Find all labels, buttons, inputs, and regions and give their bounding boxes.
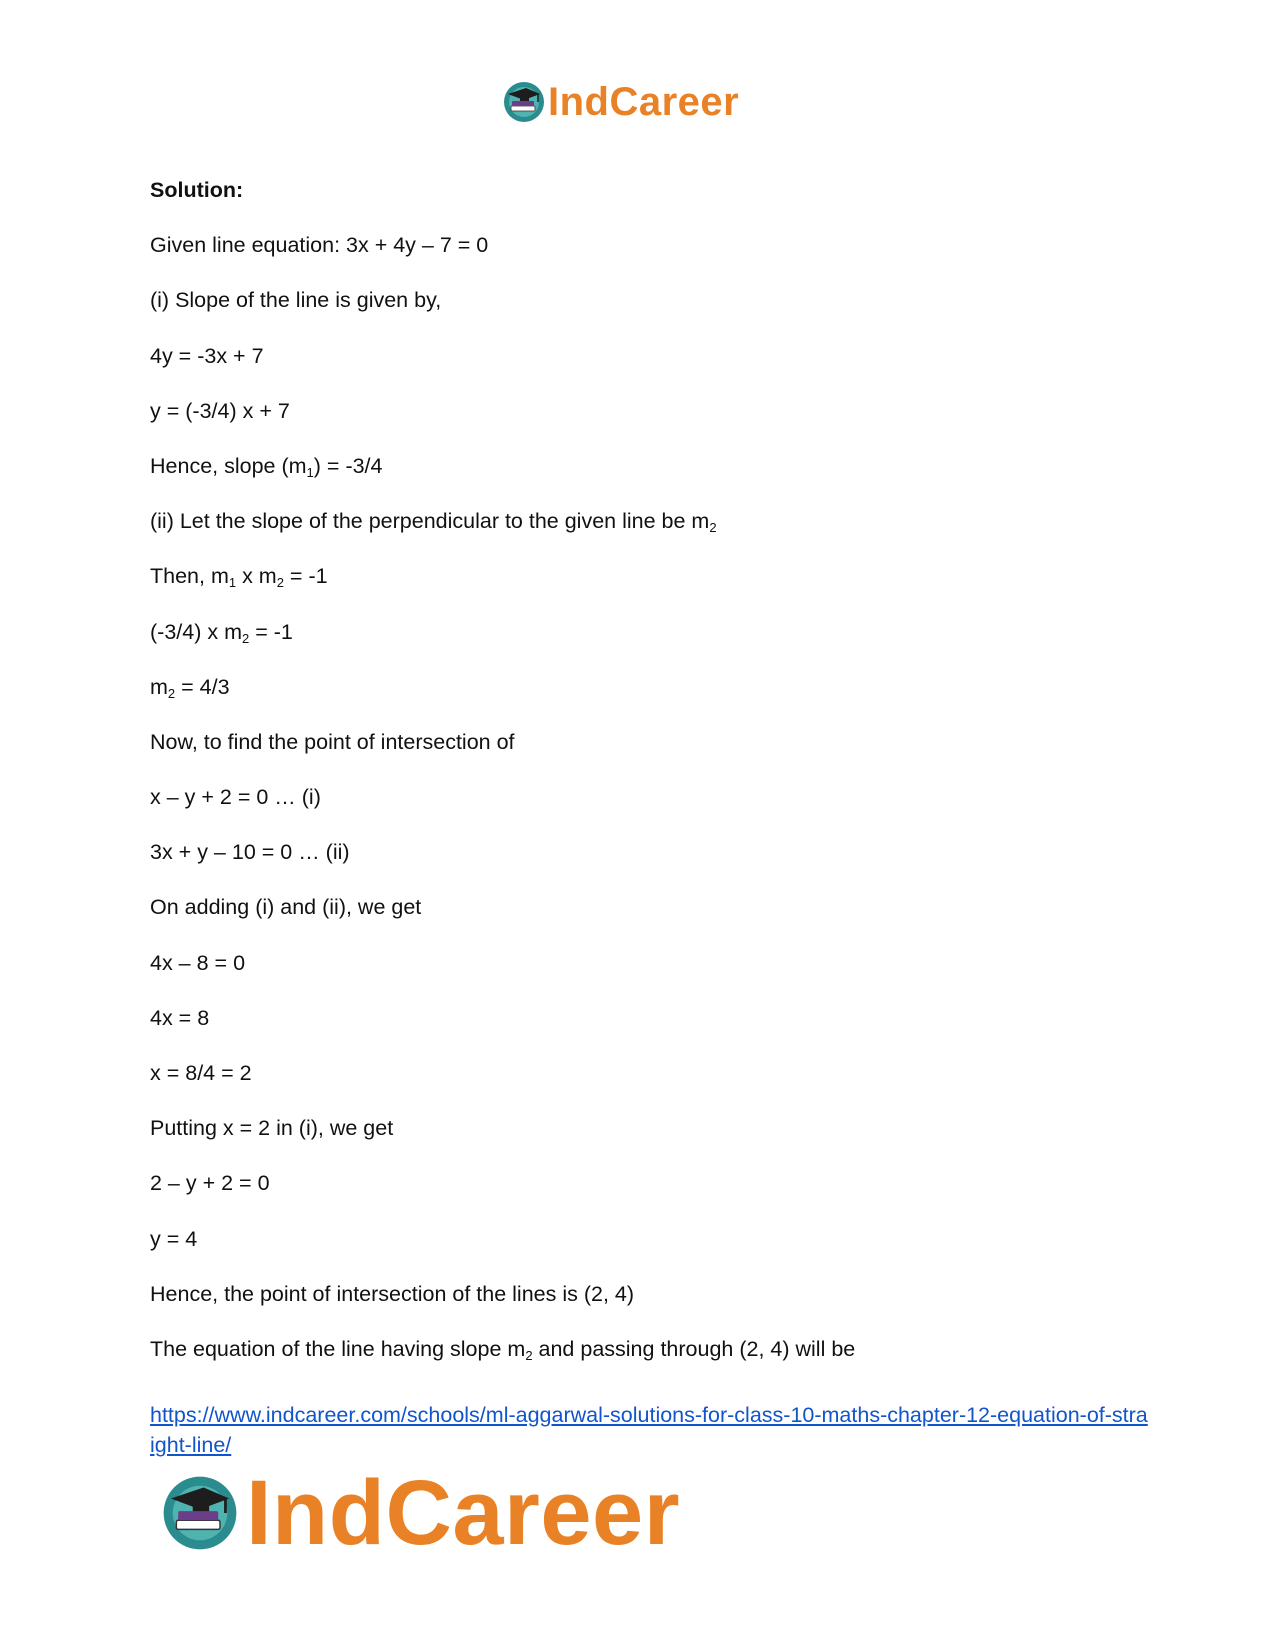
solution-line	[150, 396, 1150, 451]
line-text: The equation of the line having slope m	[150, 1336, 526, 1361]
line-text: Hence, slope (m	[150, 453, 307, 478]
line-text: Then, m	[150, 564, 229, 589]
footer-logo	[160, 1461, 680, 1564]
solution-line	[150, 285, 1150, 340]
solution-body	[150, 175, 1150, 1389]
line-text: 4x – 8 = 0	[150, 950, 246, 975]
line-text: Putting x = 2 in (i), we get	[150, 1116, 394, 1141]
solution-line	[150, 782, 1150, 837]
line-text: 4y = -3x + 7	[150, 343, 264, 368]
solution-line	[150, 341, 1150, 396]
line-text: 3x + y – 10 = 0 … (ii)	[150, 840, 350, 865]
subscript: 2	[276, 575, 284, 591]
line-text: x m	[236, 564, 277, 589]
line-text: (i) Slope of the line is given by,	[150, 288, 442, 313]
graduation-cap-books-icon	[160, 1473, 240, 1553]
solution-line	[150, 1224, 1150, 1279]
solution-lines	[150, 230, 1150, 1389]
line-text: y = 4	[150, 1226, 198, 1251]
subscript: 2	[525, 1347, 533, 1363]
line-text: = -1	[249, 619, 293, 644]
subscript: 2	[167, 685, 176, 701]
solution-line	[150, 506, 1150, 561]
solution-line	[150, 672, 1150, 727]
subscript: 1	[306, 464, 314, 480]
line-text: (ii) Let the slope of the perpendicular to the given line be m	[150, 509, 710, 534]
solution-line	[150, 1168, 1150, 1223]
line-text: Given line equation: 3x + 4y – 7 = 0	[150, 233, 489, 258]
line-text: Hence, the point of intersection of the lines is (2, 4)	[150, 1281, 635, 1306]
solution-heading: Solution:	[150, 178, 244, 202]
subscript: 2	[241, 630, 250, 646]
solution-line	[150, 561, 1150, 616]
solution-line	[150, 837, 1150, 892]
solution-line	[150, 1113, 1150, 1168]
line-text: ) = -3/4	[313, 453, 383, 478]
line-text: 4x = 8	[150, 1005, 210, 1030]
solution-line	[150, 451, 1150, 506]
solution-line	[150, 1003, 1150, 1058]
line-text: x – y + 2 = 0 … (i)	[150, 785, 321, 810]
line-text: Now, to find the point of intersection of	[150, 729, 515, 754]
header-logo-text: IndCareer	[548, 79, 740, 124]
solution-line	[150, 230, 1150, 285]
solution-line	[150, 1058, 1150, 1113]
line-text: y = (-3/4) x + 7	[150, 398, 290, 423]
footer-logo-text: IndCareer	[246, 1461, 680, 1564]
subscript: 1	[228, 575, 237, 591]
graduation-cap-books-icon	[502, 80, 546, 124]
line-text: 2 – y + 2 = 0	[150, 1171, 270, 1196]
solution-line	[150, 1334, 1150, 1389]
solution-line	[150, 727, 1150, 782]
line-text: (-3/4) x m	[150, 619, 242, 644]
line-text: = -1	[283, 564, 328, 589]
solution-line	[150, 617, 1150, 672]
line-text: and passing through (2, 4) will be	[532, 1336, 856, 1361]
line-text: m	[150, 674, 168, 699]
line-text: On adding (i) and (ii), we get	[150, 895, 422, 920]
solution-line	[150, 1279, 1150, 1334]
line-text: = 4/3	[175, 674, 230, 699]
line-text: x = 8/4 = 2	[150, 1061, 252, 1085]
solution-line	[150, 892, 1150, 947]
solution-line	[150, 948, 1150, 1003]
subscript: 2	[709, 520, 717, 536]
header-logo	[502, 76, 739, 128]
source-link[interactable]: https://www.indcareer.com/schools/ml-aggarwal-solutions-for-class-10-maths-chapter-12-equation-of-straight-line/	[150, 1403, 1148, 1457]
